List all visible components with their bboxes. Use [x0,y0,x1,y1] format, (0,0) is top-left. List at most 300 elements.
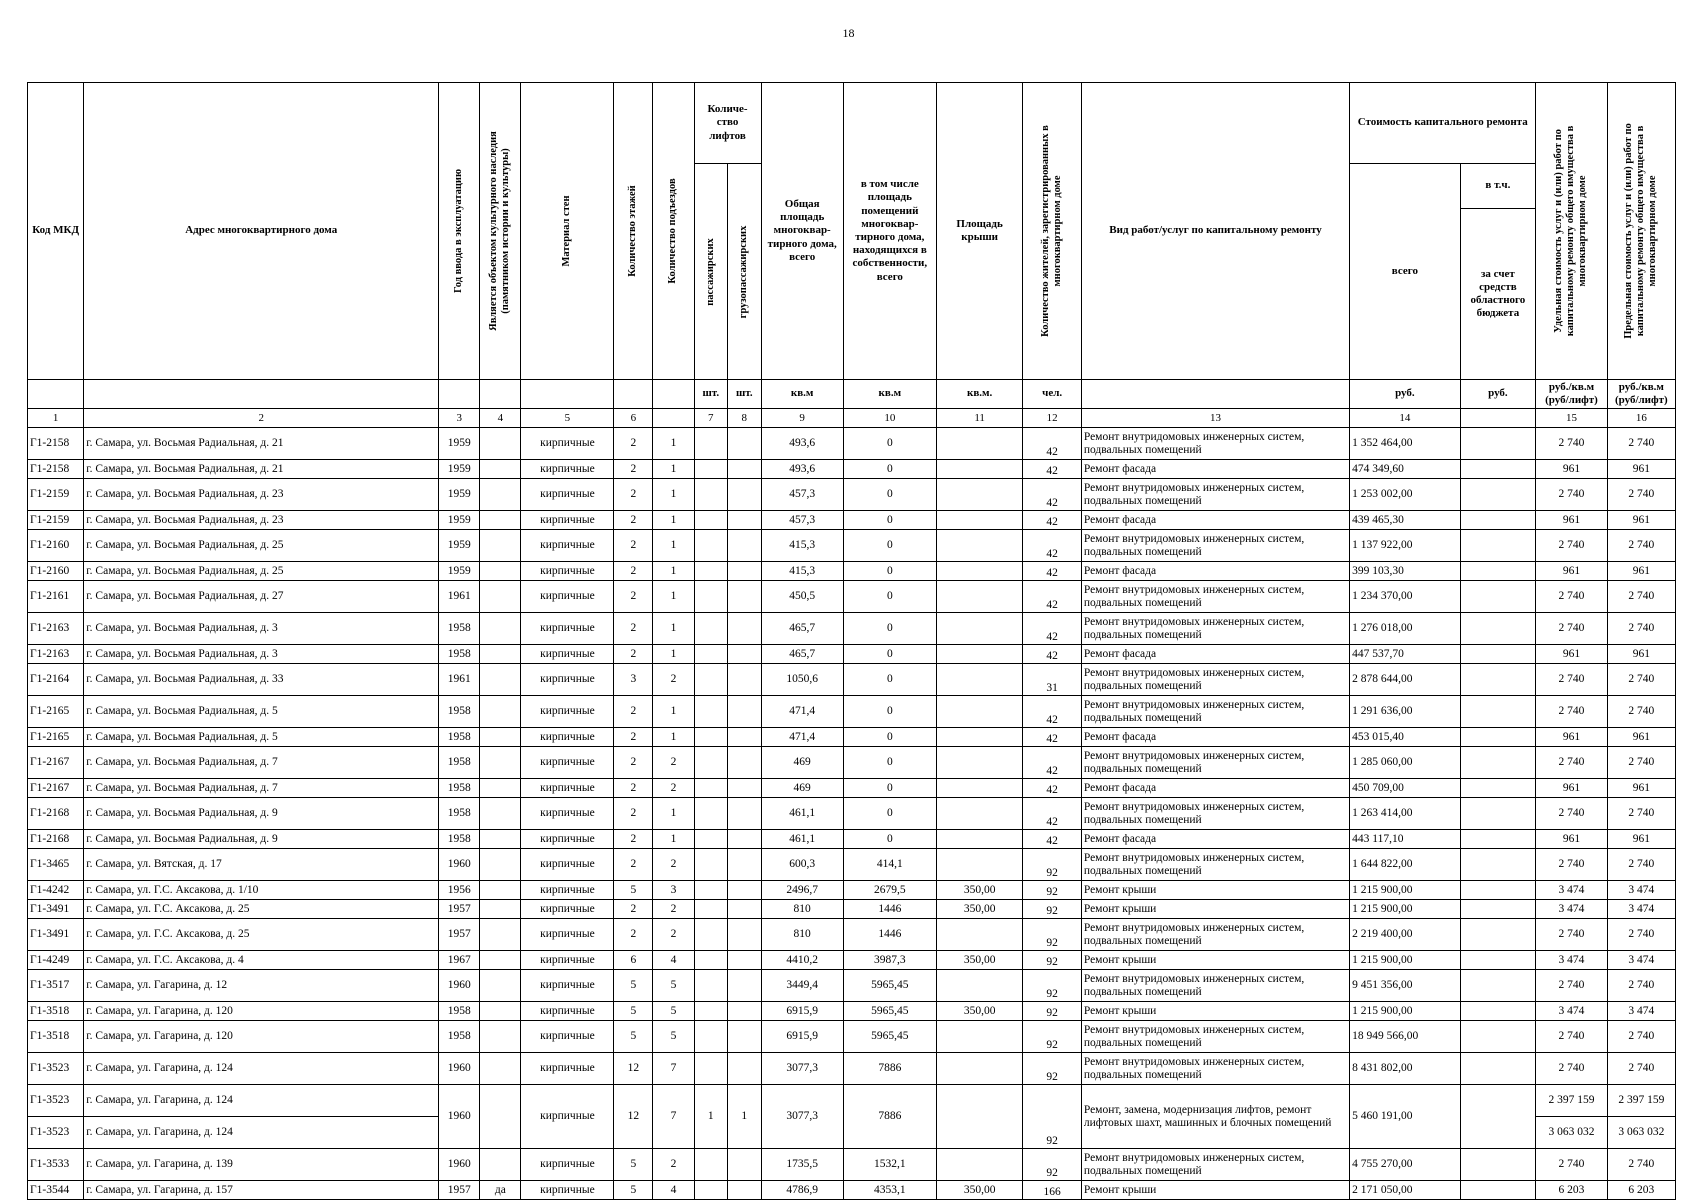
column-number: 7 [694,409,728,428]
cell-residents: 42 [1023,779,1081,798]
cell-year: 1960 [439,970,480,1002]
cell-area-owned: 0 [843,613,936,645]
cell-lifts-cargo [728,696,762,728]
cell-roof-area: 350,00 [936,900,1023,919]
cell-cost-regional [1460,479,1536,511]
hdr-heritage: Является объектом культурного наследия (памятником истории и культуры) [480,83,521,380]
cell-area-total: 465,7 [761,613,843,645]
cell-work-type: Ремонт внутридомовых инженерных систем, подвальных помещений [1081,428,1349,460]
cell-year: 1958 [439,1021,480,1053]
cell-work-type: Ремонт внутридомовых инженерных систем, подвальных помещений [1081,1053,1349,1085]
cell-cost-regional [1460,1021,1536,1053]
column-number [1460,409,1536,428]
cell-wall-material: кирпичные [521,460,614,479]
cell-heritage [480,951,521,970]
unit-rub-per: руб./кв.м (руб/лифт) [1607,380,1675,409]
cell-cost-total: 9 451 356,00 [1350,970,1460,1002]
cell-max-cost: 961 [1607,562,1675,581]
cell-heritage [480,530,521,562]
table-row [28,798,1676,830]
cell-cost-regional [1460,849,1536,881]
cell-wall-material: кирпичные [521,1002,614,1021]
cell-heritage [480,830,521,849]
hdr-lifts: Количе-ство лифтов [694,83,761,164]
column-number: 9 [761,409,843,428]
hdr-code: Код МКД [28,83,84,380]
cell-area-owned: 0 [843,696,936,728]
cell-wall-material: кирпичные [521,1085,614,1149]
cell-entrances: 5 [653,970,694,1002]
cell-year: 1959 [439,479,480,511]
cell-work-type: Ремонт фасада [1081,511,1349,530]
table-row [28,696,1676,728]
cell-max-cost: 3 474 [1607,881,1675,900]
cell-max-cost: 3 474 [1607,900,1675,919]
cell-max-cost: 2 740 [1607,530,1675,562]
cell-floors: 2 [614,747,653,779]
cell-residents: 42 [1023,581,1081,613]
cell-residents: 42 [1023,479,1081,511]
cell-area-owned: 0 [843,664,936,696]
table-row [28,970,1676,1002]
cell-lifts-passenger [694,747,728,779]
unit-people: чел. [1023,380,1081,409]
table-row [28,613,1676,645]
cell-cost-total: 2 878 644,00 [1350,664,1460,696]
cell-roof-area [936,728,1023,747]
cell-address: г. Самара, ул. Восьмая Радиальная, д. 27 [84,581,439,613]
cell-cost-regional [1460,1085,1536,1149]
cell-lifts-cargo [728,1053,762,1085]
cell-wall-material: кирпичные [521,562,614,581]
cell-roof-area [936,1149,1023,1181]
cell-roof-area [936,1085,1023,1149]
cell-year: 1960 [439,1053,480,1085]
cell-address: г. Самара, ул. Восьмая Радиальная, д. 25 [84,530,439,562]
cell-unit-cost: 2 740 [1536,970,1607,1002]
cell-lifts-passenger [694,1149,728,1181]
cell-cost-total: 1 137 922,00 [1350,530,1460,562]
hdr-lifts-passenger: пассажирских [694,164,728,380]
cell-area-owned: 1446 [843,919,936,951]
cell-lifts-cargo [728,460,762,479]
cell-cost-total: 443 117,10 [1350,830,1460,849]
cell-lifts-passenger [694,696,728,728]
cell-lifts-cargo [728,562,762,581]
column-number [653,409,694,428]
cell-residents: 166 [1023,1181,1081,1200]
cell-area-total: 810 [761,919,843,951]
cell-address: г. Самара, ул. Гагарина, д. 157 [84,1181,439,1200]
cell-work-type: Ремонт фасада [1081,779,1349,798]
cell-address: г. Самара, ул. Гагарина, д. 120 [84,1002,439,1021]
cell-max-cost: 961 [1607,460,1675,479]
cell-area-owned: 0 [843,530,936,562]
cell-year: 1959 [439,562,480,581]
cell-code: Г1-2158 [28,428,84,460]
cell-work-type: Ремонт внутридомовых инженерных систем, подвальных помещений [1081,1021,1349,1053]
cell-year: 1959 [439,511,480,530]
cell-residents: 42 [1023,428,1081,460]
cell-cost-regional [1460,645,1536,664]
cell-code: Г1-4249 [28,951,84,970]
cell-area-total: 493,6 [761,428,843,460]
cell-heritage [480,779,521,798]
cell-code: Г1-2159 [28,511,84,530]
hdr-max-cost: Предельная стоимость услуг и (или) работ по капитальному ремонту общего имущества в многоквартирном доме [1607,83,1675,380]
cell-work-type: Ремонт внутридомовых инженерных систем, подвальных помещений [1081,530,1349,562]
cell-code: Г1-2161 [28,581,84,613]
cell-unit-cost: 961 [1536,830,1607,849]
cell-entrances: 7 [653,1053,694,1085]
cell-unit-cost: 961 [1536,511,1607,530]
cell-address: г. Самара, ул. Гагарина, д. 124 [84,1085,439,1117]
cell-lifts-cargo [728,1149,762,1181]
cell-unit-cost: 2 740 [1536,664,1607,696]
hdr-floors: Количество этажей [614,83,653,380]
unit-rub-per: руб./кв.м (руб/лифт) [1536,380,1607,409]
cell-max-cost: 961 [1607,779,1675,798]
cell-wall-material: кирпичные [521,951,614,970]
cell-roof-area [936,428,1023,460]
table-row [28,479,1676,511]
cell-heritage [480,562,521,581]
cell-address: г. Самара, ул. Восьмая Радиальная, д. 5 [84,728,439,747]
cell-area-total: 3077,3 [761,1053,843,1085]
cell-year: 1958 [439,645,480,664]
cell-unit-cost: 961 [1536,460,1607,479]
cell-floors: 5 [614,970,653,1002]
cell-unit-cost: 961 [1536,779,1607,798]
cell-residents: 92 [1023,951,1081,970]
cell-entrances: 1 [653,645,694,664]
cell-code: Г1-4242 [28,881,84,900]
cell-lifts-passenger [694,530,728,562]
cell-entrances: 5 [653,1021,694,1053]
cell-lifts-cargo [728,779,762,798]
cell-entrances: 1 [653,728,694,747]
hdr-work-type: Вид работ/услуг по капитальному ремонту [1081,83,1349,380]
cell-cost-regional [1460,919,1536,951]
cell-lifts-cargo [728,900,762,919]
cell-area-total: 461,1 [761,798,843,830]
cell-wall-material: кирпичные [521,1181,614,1200]
cell-floors: 5 [614,1181,653,1200]
cell-heritage [480,798,521,830]
cell-floors: 5 [614,1149,653,1181]
cell-entrances: 2 [653,1149,694,1181]
cell-cost-regional [1460,830,1536,849]
cell-floors: 5 [614,1021,653,1053]
cell-lifts-passenger [694,581,728,613]
cell-cost-regional [1460,798,1536,830]
cell-lifts-passenger [694,728,728,747]
cell-lifts-passenger [694,1053,728,1085]
table-row [28,830,1676,849]
cell-max-cost: 2 740 [1607,798,1675,830]
cell-floors: 2 [614,728,653,747]
cell-entrances: 4 [653,1181,694,1200]
cell-area-total: 469 [761,779,843,798]
cell-unit-cost: 2 740 [1536,613,1607,645]
cell-code: Г1-3491 [28,919,84,951]
cell-wall-material: кирпичные [521,970,614,1002]
column-number: 4 [480,409,521,428]
cell-code: Г1-2163 [28,645,84,664]
cell-code: Г1-3518 [28,1021,84,1053]
cell-code: Г1-2158 [28,460,84,479]
cell-wall-material: кирпичные [521,830,614,849]
cell-entrances: 1 [653,479,694,511]
cell-area-total: 3449,4 [761,970,843,1002]
cell-unit-cost: 2 740 [1536,747,1607,779]
cell-roof-area [936,779,1023,798]
cell-residents: 42 [1023,645,1081,664]
cell-floors: 2 [614,613,653,645]
table-row [28,511,1676,530]
table-row [28,1053,1676,1085]
cell-residents: 42 [1023,511,1081,530]
cell-roof-area [936,460,1023,479]
cell-floors: 2 [614,900,653,919]
table-row [28,1085,1676,1117]
cell-cost-total: 1 253 002,00 [1350,479,1460,511]
cell-unit-cost: 961 [1536,562,1607,581]
cell-lifts-cargo [728,970,762,1002]
cell-cost-total: 453 015,40 [1350,728,1460,747]
cell-residents: 42 [1023,613,1081,645]
cell-code: Г1-2168 [28,798,84,830]
cell-unit-cost: 2 740 [1536,1021,1607,1053]
cell-floors: 2 [614,511,653,530]
cell-work-type: Ремонт внутридомовых инженерных систем, подвальных помещений [1081,970,1349,1002]
cell-work-type: Ремонт крыши [1081,900,1349,919]
cell-area-owned: 1532,1 [843,1149,936,1181]
cell-entrances: 1 [653,428,694,460]
cell-address: г. Самара, ул. Г.С. Аксакова, д. 1/10 [84,881,439,900]
cell-work-type: Ремонт крыши [1081,881,1349,900]
cell-area-owned: 1446 [843,900,936,919]
column-number: 15 [1536,409,1607,428]
cell-code: Г1-3523 [28,1085,84,1117]
cell-year: 1958 [439,779,480,798]
cell-roof-area [936,479,1023,511]
hdr-year: Год ввода в эксплуатацию [439,83,480,380]
cell-work-type: Ремонт внутридомовых инженерных систем, подвальных помещений [1081,747,1349,779]
cell-lifts-passenger [694,562,728,581]
cell-work-type: Ремонт внутридомовых инженерных систем, подвальных помещений [1081,479,1349,511]
cell-residents: 92 [1023,881,1081,900]
cell-area-owned: 0 [843,428,936,460]
cell-entrances: 4 [653,951,694,970]
cell-lifts-cargo [728,530,762,562]
cell-lifts-cargo [728,1002,762,1021]
cell-code: Г1-3517 [28,970,84,1002]
column-number: 8 [728,409,762,428]
cell-residents: 42 [1023,530,1081,562]
cell-area-total: 4410,2 [761,951,843,970]
cell-cost-total: 2 171 050,00 [1350,1181,1460,1200]
table-row [28,1002,1676,1021]
cell-year: 1958 [439,728,480,747]
cell-heritage [480,900,521,919]
table-row [28,562,1676,581]
cell-code: Г1-3523 [28,1053,84,1085]
cell-entrances: 2 [653,664,694,696]
cell-heritage [480,1002,521,1021]
cell-address: г. Самара, ул. Восьмая Радиальная, д. 21 [84,428,439,460]
cell-unit-cost: 2 740 [1536,919,1607,951]
cell-residents: 31 [1023,664,1081,696]
cell-work-type: Ремонт фасада [1081,645,1349,664]
cell-address: г. Самара, ул. Г.С. Аксакова, д. 25 [84,919,439,951]
hdr-cost-regional: за счет средств областного бюджета [1460,209,1536,380]
cell-area-owned: 0 [843,479,936,511]
cell-cost-total: 18 949 566,00 [1350,1021,1460,1053]
table-row [28,779,1676,798]
cell-cost-regional [1460,1053,1536,1085]
cell-residents: 92 [1023,1085,1081,1149]
cell-area-owned: 5965,45 [843,1002,936,1021]
cell-cost-total: 2 219 400,00 [1350,919,1460,951]
cell-max-cost: 2 740 [1607,581,1675,613]
cell-unit-cost: 2 740 [1536,1053,1607,1085]
hdr-area-owned: в том числе площадь помещений многоквар-тирного дома, находящихся в собственности, всего [843,83,936,380]
hdr-cost: Стоимость капитального ремонта [1350,83,1536,164]
cell-max-cost: 2 397 159 [1607,1085,1675,1117]
cell-lifts-passenger [694,428,728,460]
cell-area-total: 465,7 [761,645,843,664]
cell-area-total: 1735,5 [761,1149,843,1181]
cell-lifts-passenger [694,900,728,919]
cell-floors: 2 [614,530,653,562]
cell-work-type: Ремонт крыши [1081,951,1349,970]
cell-area-total: 493,6 [761,460,843,479]
cell-unit-cost: 961 [1536,728,1607,747]
cell-code: Г1-3491 [28,900,84,919]
cell-area-total: 471,4 [761,696,843,728]
cell-year: 1958 [439,747,480,779]
cell-area-owned: 4353,1 [843,1181,936,1200]
column-number: 5 [521,409,614,428]
cell-residents: 42 [1023,798,1081,830]
cell-residents: 42 [1023,830,1081,849]
cell-area-total: 450,5 [761,581,843,613]
cell-lifts-cargo [728,849,762,881]
cell-residents: 42 [1023,696,1081,728]
cell-lifts-cargo [728,511,762,530]
cell-area-owned: 7886 [843,1085,936,1149]
cell-cost-total: 439 465,30 [1350,511,1460,530]
cell-area-total: 6915,9 [761,1021,843,1053]
cell-year: 1958 [439,1002,480,1021]
cell-cost-total: 447 537,70 [1350,645,1460,664]
cell-lifts-passenger [694,645,728,664]
cell-work-type: Ремонт внутридомовых инженерных систем, подвальных помещений [1081,664,1349,696]
cell-area-total: 457,3 [761,479,843,511]
cell-entrances: 1 [653,830,694,849]
cell-wall-material: кирпичные [521,1149,614,1181]
cell-unit-cost: 6 203 [1536,1181,1607,1200]
cell-residents: 42 [1023,460,1081,479]
cell-residents: 92 [1023,849,1081,881]
cell-cost-total: 1 234 370,00 [1350,581,1460,613]
cell-address: г. Самара, ул. Восьмая Радиальная, д. 21 [84,460,439,479]
cell-cost-total: 1 291 636,00 [1350,696,1460,728]
cell-floors: 2 [614,849,653,881]
cell-floors: 2 [614,919,653,951]
cell-cost-regional [1460,562,1536,581]
cell-roof-area [936,562,1023,581]
cell-work-type: Ремонт фасада [1081,562,1349,581]
cell-entrances: 5 [653,1002,694,1021]
cell-entrances: 1 [653,511,694,530]
cell-code: Г1-2164 [28,664,84,696]
cell-lifts-passenger [694,798,728,830]
column-number: 14 [1350,409,1460,428]
cell-lifts-cargo [728,581,762,613]
cell-work-type: Ремонт внутридомовых инженерных систем, подвальных помещений [1081,581,1349,613]
cell-year: 1960 [439,1085,480,1149]
cell-residents: 92 [1023,1053,1081,1085]
table-row [28,460,1676,479]
cell-wall-material: кирпичные [521,728,614,747]
cell-area-total: 2496,7 [761,881,843,900]
cell-area-owned: 0 [843,779,936,798]
cell-code: Г1-2167 [28,779,84,798]
cell-year: 1967 [439,951,480,970]
cell-lifts-passenger [694,479,728,511]
table-row [28,951,1676,970]
cell-lifts-passenger [694,881,728,900]
cell-entrances: 2 [653,900,694,919]
cell-floors: 6 [614,951,653,970]
cell-roof-area [936,798,1023,830]
table-header [28,83,1676,428]
cell-residents: 92 [1023,900,1081,919]
cell-work-type: Ремонт фасада [1081,460,1349,479]
cell-code: Г1-3465 [28,849,84,881]
cell-address: г. Самара, ул. Восьмая Радиальная, д. 9 [84,798,439,830]
cell-cost-regional [1460,970,1536,1002]
cell-max-cost: 2 740 [1607,1021,1675,1053]
cell-lifts-passenger [694,664,728,696]
cell-entrances: 1 [653,613,694,645]
cell-cost-regional [1460,664,1536,696]
cell-address: г. Самара, ул. Вятская, д. 17 [84,849,439,881]
cell-residents: 92 [1023,1002,1081,1021]
cell-lifts-passenger [694,849,728,881]
cell-area-owned: 2679,5 [843,881,936,900]
cell-code: Г1-2159 [28,479,84,511]
cell-entrances: 2 [653,849,694,881]
cell-residents: 42 [1023,728,1081,747]
cell-cost-total: 1 644 822,00 [1350,849,1460,881]
cell-area-total: 461,1 [761,830,843,849]
cell-area-total: 1050,6 [761,664,843,696]
cell-cost-total: 474 349,60 [1350,460,1460,479]
cell-year: 1959 [439,530,480,562]
table-row [28,1181,1676,1200]
cell-max-cost: 3 474 [1607,1002,1675,1021]
cell-floors: 5 [614,1002,653,1021]
cell-floors: 2 [614,798,653,830]
table-row [28,1021,1676,1053]
cell-lifts-cargo: 1 [728,1085,762,1149]
cell-address: г. Самара, ул. Гагарина, д. 120 [84,1021,439,1053]
column-number: 12 [1023,409,1081,428]
cell-address: г. Самара, ул. Г.С. Аксакова, д. 4 [84,951,439,970]
